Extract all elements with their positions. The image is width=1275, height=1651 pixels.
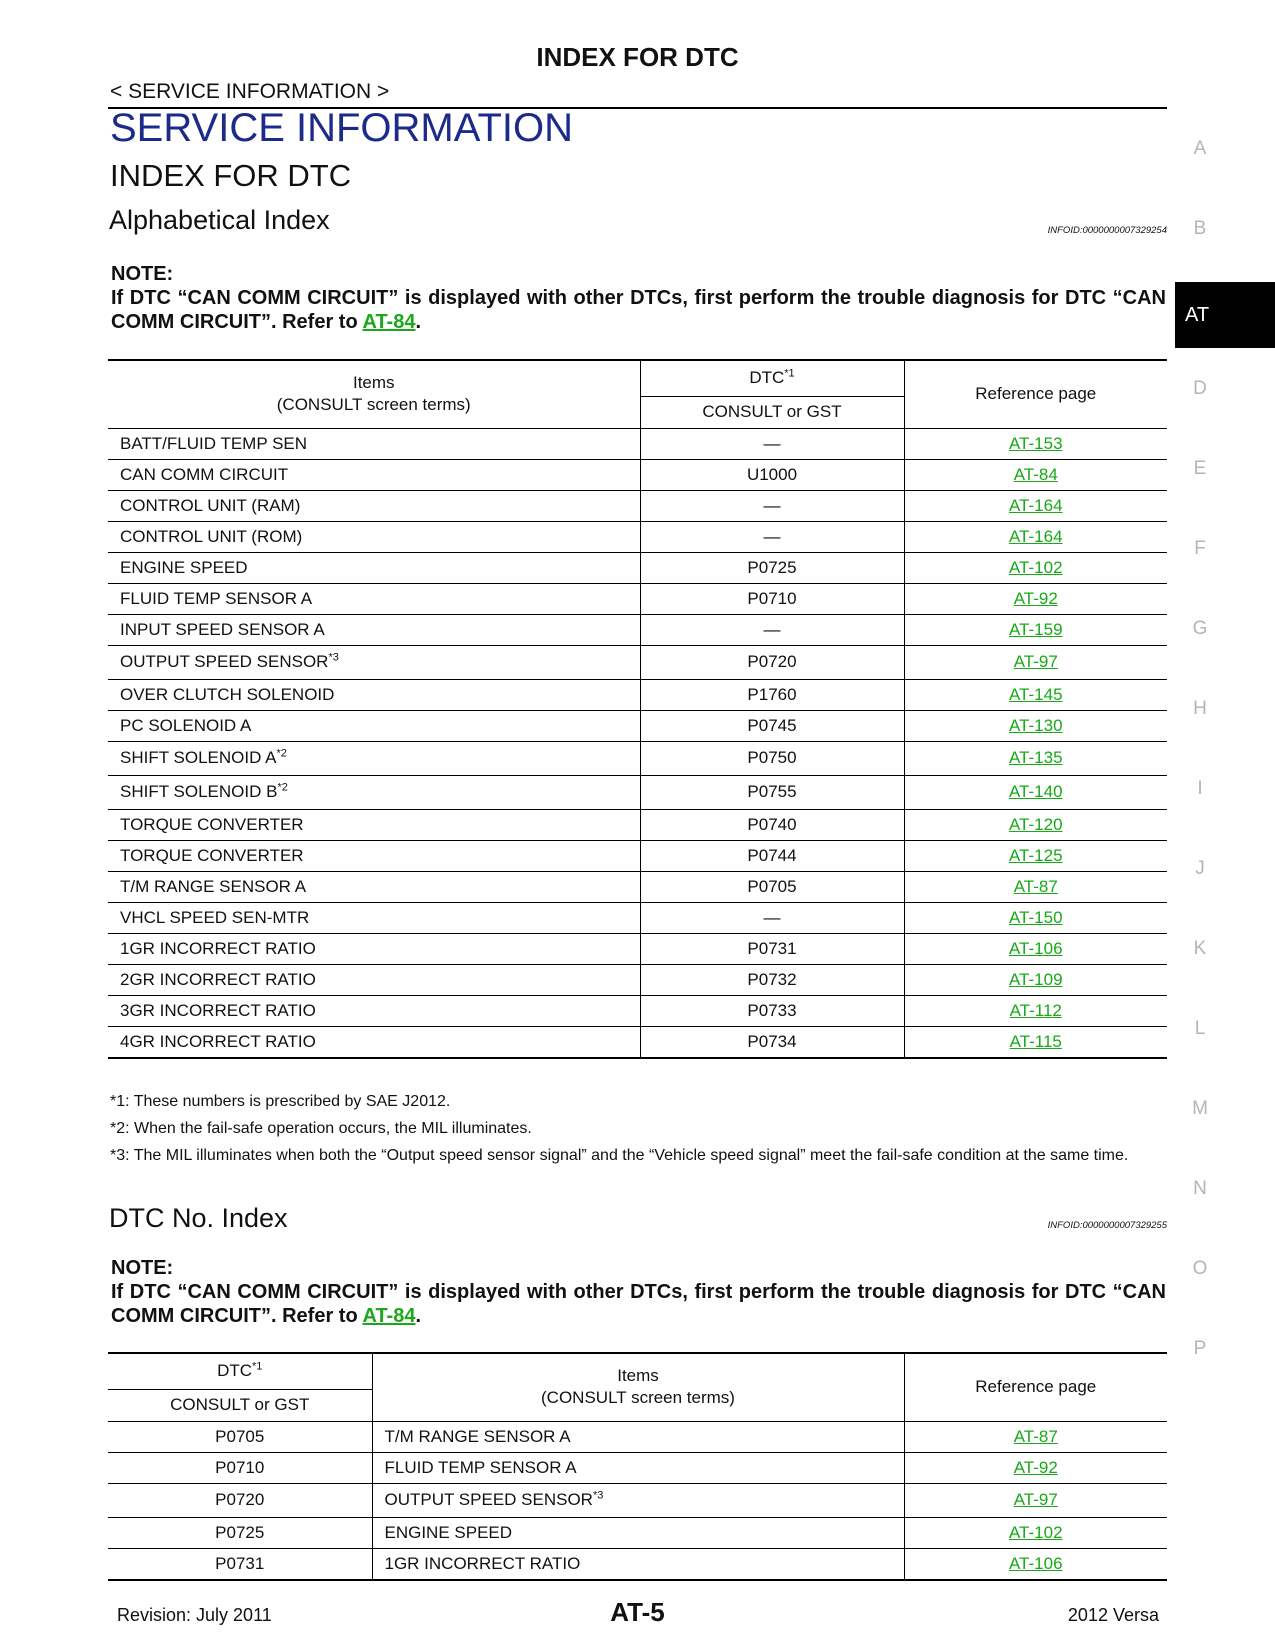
item-sup: *3 [328,651,339,664]
item-text: T/M RANGE SENSOR A [384,1426,571,1446]
table-row [108,933,1167,964]
header-dtc [108,1353,372,1389]
side-tab-letter[interactable]: A [1193,138,1207,159]
table-row [108,871,1167,902]
reference-cell [904,428,1167,459]
alphabetical-index-table [108,359,1167,1059]
note-text: If DTC “CAN COMM CIRCUIT” is displayed with other DTCs, first perform the trouble diagnosis for DTC “CAN COMM CIRCUIT”. Refer to [111,287,1166,333]
item-cell [108,840,640,871]
dtc-cell: P0750 [640,741,904,775]
item-cell [372,1483,904,1517]
note-end: . [415,311,422,333]
side-tab-letter[interactable]: J [1195,858,1205,879]
item-text: VHCL SPEED SEN-MTR [120,907,310,927]
header-reference: Reference page [904,1353,1167,1421]
header-dtc-label: DTC [749,368,785,388]
table-row [108,645,1167,679]
side-tab-letter[interactable]: M [1192,1098,1208,1119]
reference-link[interactable]: AT-159 [1008,619,1063,639]
item-text: FLUID TEMP SENSOR A [120,588,313,608]
item-text: 1GR INCORRECT RATIO [384,1553,581,1573]
dtc-index-title: DTC No. Index [109,1203,288,1233]
side-tab-letter[interactable]: O [1192,1258,1208,1279]
footer-page-number: AT-5 [610,1597,665,1627]
dtc-cell: P0710 [640,583,904,614]
reference-link[interactable]: AT-109 [1008,969,1063,989]
reference-link[interactable]: AT-106 [1008,938,1063,958]
reference-cell [904,1517,1167,1548]
reference-cell [904,583,1167,614]
table-row [108,1517,1167,1548]
item-cell [372,1452,904,1483]
item-text: FLUID TEMP SENSOR A [384,1457,577,1477]
dtc-cell: P0755 [640,775,904,809]
dtc-index-infoid: INFOID:0000000007329255 [1047,1220,1167,1231]
header-dtc-sup: *1 [252,1360,263,1373]
item-cell [108,614,640,645]
table-row [108,614,1167,645]
table-row [108,459,1167,490]
header-dtc [640,360,904,396]
reference-cell [904,459,1167,490]
item-text: OUTPUT SPEED SENSOR [384,1490,593,1509]
dtc-cell: P0720 [640,645,904,679]
side-tab-letter[interactable]: E [1193,458,1207,479]
item-text: 2GR INCORRECT RATIO [120,969,316,989]
header-dtc-sub: CONSULT or GST [108,1389,372,1421]
table-row [108,521,1167,552]
side-tab-letter[interactable]: P [1193,1338,1207,1359]
item-text: PC SOLENOID A [120,715,252,735]
alphabetical-index-title: Alphabetical Index [109,205,330,235]
header-dtc-label: DTC [217,1361,253,1381]
item-cell [108,552,640,583]
side-tab-letter[interactable]: K [1193,938,1207,959]
header-items-label: Items [617,1366,659,1386]
dtc-cell: P0720 [108,1483,372,1517]
note-link[interactable]: AT-84 [362,311,416,333]
item-text: 4GR INCORRECT RATIO [120,1031,316,1051]
side-tab-letter[interactable]: G [1192,618,1208,639]
reference-cell [904,710,1167,741]
item-cell [108,933,640,964]
reference-cell [904,1483,1167,1517]
item-text: ENGINE SPEED [384,1522,513,1542]
header-title: INDEX FOR DTC [536,42,739,72]
item-text: TORQUE CONVERTER [120,814,304,834]
reference-link[interactable]: AT-112 [1009,1000,1062,1020]
reference-link[interactable]: AT-115 [1009,1031,1062,1051]
table-row [108,995,1167,1026]
header-items [108,360,640,428]
footnote-1: *1: These numbers is prescribed by SAE J2012. [110,1093,451,1110]
reference-cell [904,871,1167,902]
reference-cell [904,552,1167,583]
dtc-cell: P0725 [640,552,904,583]
reference-link[interactable]: AT-106 [1008,1553,1063,1573]
side-tab-letter[interactable]: B [1193,218,1207,239]
item-text: ENGINE SPEED [120,557,248,577]
item-text: 1GR INCORRECT RATIO [120,938,316,958]
dtc-cell: U1000 [640,459,904,490]
dtc-note [111,1256,1166,1328]
item-text: SHIFT SOLENOID B [120,782,278,801]
header-items-label: Items [352,373,395,393]
reference-link[interactable]: AT-130 [1008,715,1063,735]
reference-cell [904,614,1167,645]
item-text: CONTROL UNIT (RAM) [120,495,301,515]
reference-cell [904,995,1167,1026]
reference-cell [904,902,1167,933]
reference-cell [904,964,1167,995]
item-cell [108,902,640,933]
side-tab-letter[interactable]: N [1193,1178,1207,1199]
dtc-cell: — [640,614,904,645]
table-row [108,710,1167,741]
dtc-cell: P0731 [640,933,904,964]
footer-revision: Revision: July 2011 [117,1605,272,1625]
reference-link[interactable]: AT-97 [1013,652,1058,671]
reference-link[interactable]: AT-87 [1013,1426,1058,1446]
dtc-cell: P0732 [640,964,904,995]
footer-model: 2012 Versa [1067,1605,1159,1625]
side-tab-letter[interactable]: F [1194,538,1206,559]
reference-link[interactable]: AT-102 [1008,1522,1063,1542]
footnote-2: *2: When the fail-safe operation occurs, the MIL illuminates. [110,1120,532,1137]
item-text: CONTROL UNIT (ROM) [120,526,303,546]
dtc-cell: P0734 [640,1026,904,1058]
reference-link[interactable]: AT-164 [1008,495,1063,515]
table-row [108,775,1167,809]
header-reference: Reference page [904,360,1167,428]
table-row [108,428,1167,459]
reference-link[interactable]: AT-92 [1013,588,1058,608]
table-row [108,1452,1167,1483]
reference-link[interactable]: AT-145 [1008,684,1063,704]
dtc-cell: P0740 [640,809,904,840]
header-items-sub: (CONSULT screen terms) [541,1388,735,1408]
table-row [108,490,1167,521]
breadcrumb: < SERVICE INFORMATION > [110,80,390,103]
reference-cell [904,809,1167,840]
side-tab-active[interactable]: AT [1175,282,1275,348]
side-tab-letter[interactable]: L [1194,1018,1206,1039]
item-text: 3GR INCORRECT RATIO [120,1000,316,1020]
dtc-cell: P0733 [640,995,904,1026]
item-cell [108,1026,640,1058]
dtc-cell: P0745 [640,710,904,741]
item-sup: *2 [277,781,288,794]
item-text: OUTPUT SPEED SENSOR [120,652,329,671]
table-row [108,809,1167,840]
item-cell [108,583,640,614]
item-cell [108,775,640,809]
table-row [108,902,1167,933]
alphabetical-index-infoid: INFOID:0000000007329254 [1047,225,1167,236]
item-cell [108,490,640,521]
note-label: NOTE: [111,1257,174,1279]
dtc-cell: P0744 [640,840,904,871]
item-cell [108,679,640,710]
reference-cell [904,840,1167,871]
item-text: INPUT SPEED SENSOR A [120,619,325,639]
item-cell [108,710,640,741]
item-cell [108,809,640,840]
table-row [108,1026,1167,1058]
header-items [372,1353,904,1421]
item-cell [108,645,640,679]
reference-cell [904,1452,1167,1483]
table-row [108,583,1167,614]
item-cell [108,964,640,995]
reference-link[interactable]: AT-153 [1008,433,1063,453]
reference-link[interactable]: AT-102 [1008,557,1063,577]
item-cell [372,1517,904,1548]
table-row [108,1483,1167,1517]
reference-cell [904,1026,1167,1058]
reference-link[interactable]: AT-140 [1008,782,1063,801]
reference-cell [904,679,1167,710]
item-sup: *3 [592,1489,604,1502]
dtc-cell: P0725 [108,1517,372,1548]
item-text: BATT/FLUID TEMP SEN [120,433,308,453]
header-dtc-sup: *1 [784,367,795,380]
reference-link[interactable]: AT-120 [1008,814,1063,834]
footnotes [110,1090,1167,1167]
reference-cell [904,645,1167,679]
reference-cell [904,741,1167,775]
header-dtc-sub: CONSULT or GST [640,396,904,428]
item-cell [108,871,640,902]
dtc-cell: — [640,428,904,459]
item-text: CAN COMM CIRCUIT [120,464,289,484]
item-text: SHIFT SOLENOID A [120,748,277,767]
item-text: TORQUE CONVERTER [120,845,304,865]
table-row [108,741,1167,775]
reference-link[interactable]: AT-87 [1013,876,1058,896]
reference-link[interactable]: AT-92 [1013,1457,1058,1477]
item-cell [108,741,640,775]
reference-cell [904,521,1167,552]
item-cell [108,459,640,490]
note-label: NOTE: [111,263,174,285]
page-title: INDEX FOR DTC [110,158,352,193]
item-cell [108,428,640,459]
item-cell [372,1548,904,1580]
item-text: OVER CLUTCH SOLENOID [120,684,335,704]
note-end: . [415,1305,422,1327]
dtc-cell: P0705 [108,1421,372,1452]
reference-cell [904,490,1167,521]
reference-link[interactable]: AT-164 [1008,526,1063,546]
alphabetical-note [111,262,1166,334]
reference-link[interactable]: AT-150 [1008,907,1063,927]
reference-link[interactable]: AT-97 [1013,1490,1058,1509]
table-row [108,1548,1167,1580]
reference-link[interactable]: AT-84 [1013,464,1058,484]
reference-link[interactable]: AT-135 [1008,748,1063,767]
note-link[interactable]: AT-84 [362,1305,416,1327]
header-items-sub: (CONSULT screen terms) [276,395,471,415]
side-tab-letter[interactable]: I [1197,778,1203,799]
item-text: T/M RANGE SENSOR A [120,876,307,896]
dtc-cell: — [640,902,904,933]
dtc-cell: — [640,521,904,552]
table-row [108,1421,1167,1452]
dtc-cell: — [640,490,904,521]
item-cell [108,521,640,552]
dtc-cell: P0710 [108,1452,372,1483]
side-tab-letter[interactable]: H [1193,698,1207,719]
table-row [108,964,1167,995]
dtc-index-table [108,1352,1167,1581]
item-sup: *2 [276,747,287,760]
reference-cell [904,775,1167,809]
note-text: If DTC “CAN COMM CIRCUIT” is displayed with other DTCs, first perform the trouble diagnosis for DTC “CAN COMM CIRCUIT”. Refer to [111,1281,1166,1327]
dtc-cell: P1760 [640,679,904,710]
footnote-3: *3: The MIL illuminates when both the “Output speed sensor signal” and the “Vehicle speed signal” meet the fail-safe condition at the same time. [110,1147,1129,1164]
item-cell [372,1421,904,1452]
side-tab-letter[interactable]: D [1193,378,1207,399]
reference-cell [904,1421,1167,1452]
reference-cell [904,933,1167,964]
item-cell [108,995,640,1026]
table-row [108,552,1167,583]
section-title: SERVICE INFORMATION [110,106,574,150]
reference-link[interactable]: AT-125 [1008,845,1063,865]
table-row [108,840,1167,871]
dtc-cell: P0705 [640,871,904,902]
table-row [108,679,1167,710]
reference-cell [904,1548,1167,1580]
dtc-cell: P0731 [108,1548,372,1580]
